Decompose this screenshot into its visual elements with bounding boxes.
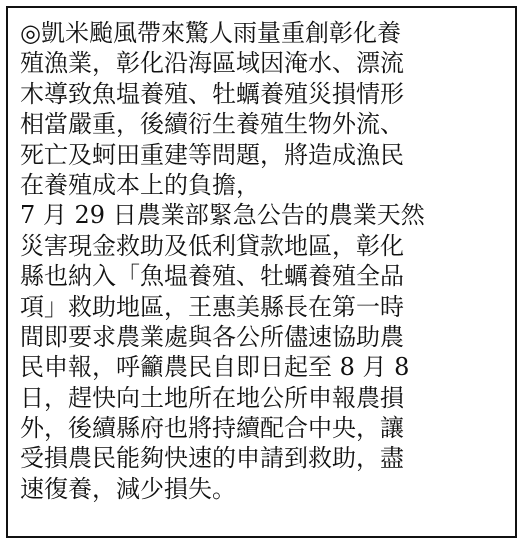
text-line: 木導致魚塭養殖、牡蠣養殖災損情形 xyxy=(20,79,404,108)
text-line: 在養殖成本上的負擔， xyxy=(20,170,260,199)
text-line: 受損農民能夠快速的申請到救助，盡 xyxy=(20,444,404,473)
text-line: 速復養，減少損失。 xyxy=(20,474,236,503)
text-line: 項」救助地區，王惠美縣長在第一時 xyxy=(20,292,404,321)
article-frame xyxy=(6,6,517,538)
text-line: 日，趕快向土地所在地公所申報農損 xyxy=(20,383,404,412)
text-line: 民申報，呼籲農民自即日起至 8 月 8 xyxy=(20,353,410,382)
text-line: 災害現金救助及低利貸款地區，彰化 xyxy=(20,231,404,260)
text-line: 7 月 29 日農業部緊急公告的農業天然 xyxy=(20,201,425,230)
text-line: 死亡及蚵田重建等問題，將造成漁民 xyxy=(20,140,404,169)
article-text xyxy=(20,18,508,504)
text-line: ◎凱米颱風帶來驚人雨量重創彰化養 xyxy=(20,19,401,47)
text-line: 外，後續縣府也將持續配合中央，讓 xyxy=(20,414,404,443)
text-line: 間即要求農業處與各公所儘速協助農 xyxy=(20,322,404,351)
text-line: 殖漁業，彰化沿海區域因淹水、漂流 xyxy=(20,49,404,78)
text-line: 相當嚴重，後續衍生養殖生物外流、 xyxy=(20,110,404,139)
text-line: 縣也納入「魚塭養殖、牡蠣養殖全品 xyxy=(20,262,404,291)
